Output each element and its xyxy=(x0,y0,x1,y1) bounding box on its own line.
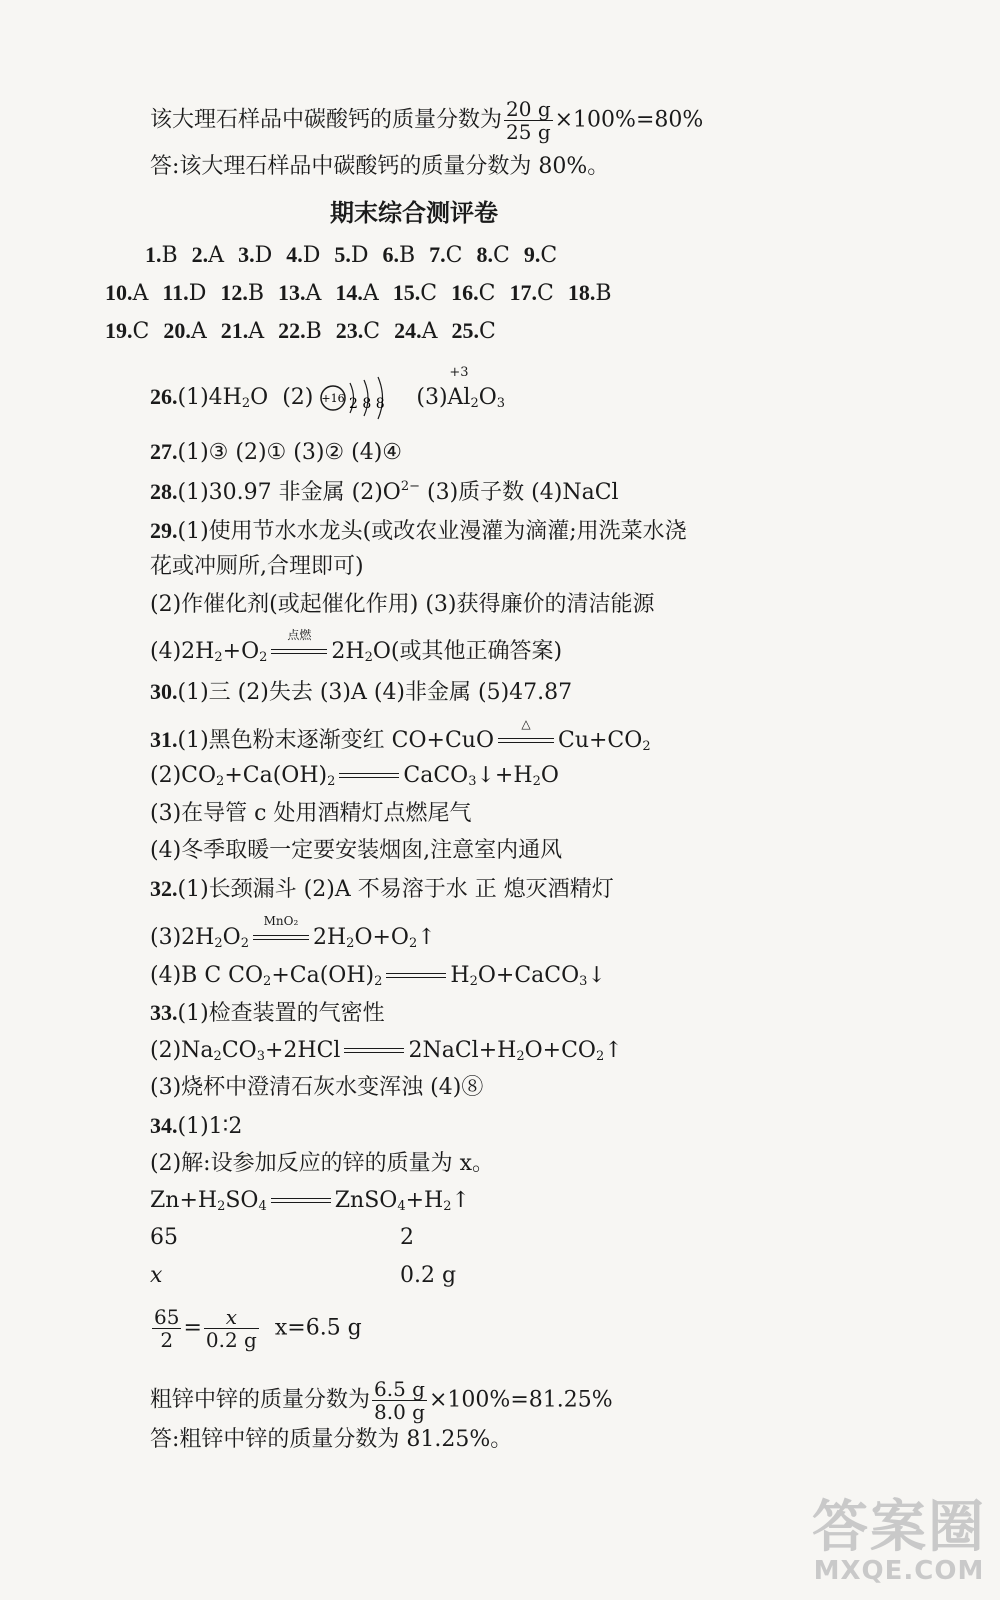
reaction-condition: △ xyxy=(496,730,556,752)
choice-answer: 9.C xyxy=(523,242,558,268)
intro-line-2: 答:该大理石样品中碳酸钙的质量分数为 80%。 xyxy=(150,154,610,179)
choice-answer: 11.D xyxy=(162,280,207,306)
intro-text: 该大理石样品中碳酸钙的质量分数为 xyxy=(150,107,503,133)
question-34-line-1: 34.(1)1∶2 xyxy=(150,1113,243,1139)
choice-answer: 2.A xyxy=(191,242,225,268)
question-31-line-3: (3)在导管 c 处用酒精灯点燃尾气 xyxy=(150,801,472,826)
question-30: 30.(1)三 (2)失去 (3)A (4)非金属 (5)47.87 xyxy=(150,679,573,705)
ratio-row-1-right: 2 xyxy=(400,1225,414,1250)
choice-row-1 xyxy=(145,240,571,271)
choice-answer: 21.A xyxy=(220,318,265,344)
choice-answer: 17.C xyxy=(509,280,554,306)
choice-answer: 7.C xyxy=(429,242,463,268)
choice-answer: 24.A xyxy=(394,318,438,344)
choice-answer: 10.A xyxy=(105,280,149,306)
choice-answer: 16.C xyxy=(451,280,496,306)
question-33-line-2: $(2)Na_2CO_3+2HCl$ $2NaCl+H_2O+CO_2↑$ xyxy=(150,1038,623,1064)
fraction: $\frac{20 g}{25 g}$ xyxy=(506,97,551,144)
choice-answer: 20.A xyxy=(163,318,207,344)
question-29-line-1: 29.(1)使用节水水龙头(或改农业漫灌为滴灌;用洗菜水浇 xyxy=(150,518,687,544)
nucleus-label: +16 xyxy=(321,392,345,405)
question-32-line-3: (4)B C $CO_2+Ca(OH)_2$ $H_2O+CaCO_3↓$ xyxy=(150,963,606,989)
intro-line-1: 该大理石样品中碳酸钙的质量分数为 $\frac{20 g}{25 g}$ ×100%=80% xyxy=(150,97,704,144)
choice-answer: 5.D xyxy=(334,242,369,268)
reaction-condition: MnO₂ xyxy=(251,927,311,949)
choice-answer: 22.B xyxy=(278,318,322,344)
choice-answer: 8.C xyxy=(476,242,510,268)
choice-answer: 14.A xyxy=(335,280,379,306)
choice-answer: 1.B xyxy=(145,242,178,268)
shell-label: 2 8 8 xyxy=(349,396,385,412)
question-32-line-1: 32.(1)长颈漏斗 (2)A 不易溶于水 正 熄灭酒精灯 xyxy=(150,876,614,902)
section-title: 期末综合测评卷 xyxy=(330,199,498,227)
question-26: $26.(1)4H_2O$ (2) +16 2 8 8 (3) +3 $Al_2O_3$ xyxy=(150,375,505,421)
watermark-logo: 答案圈 MXQE.COM xyxy=(812,1495,986,1586)
ratio-row-1-left: 65 xyxy=(150,1225,178,1250)
final-answer: 答:粗锌中锌的质量分数为 81.25%。 xyxy=(150,1427,513,1452)
question-27: 27.(1)③ (2)① (3)② (4)④ xyxy=(150,439,403,465)
proportion: $\frac{65}{2}$ = $\frac{x}{0.2 g}$ x=6.5 g xyxy=(154,1305,362,1352)
choice-answer: 25.C xyxy=(451,318,496,344)
question-29-line-4: $(4)2H_2+O_2$ 点燃 $2H_2O$(或其他正确答案) xyxy=(150,628,563,665)
question-29-line-2: 花或冲厕所,合理即可) xyxy=(150,554,364,579)
choice-answer: 4.D xyxy=(286,242,321,268)
atom-structure-diagram xyxy=(317,375,405,421)
choice-answer: 12.B xyxy=(220,280,264,306)
choice-answer: 3.D xyxy=(238,242,273,268)
choice-row-2 xyxy=(105,278,625,309)
mass-fraction: 粗锌中锌的质量分数为 $\frac{6.5 g}{8.0 g}$ ×100%=81.25% xyxy=(150,1377,613,1424)
ratio-row-2-left: x xyxy=(150,1263,163,1288)
choice-answer: 6.B xyxy=(382,242,416,268)
reaction-condition: 点燃 xyxy=(269,641,329,663)
choice-answer: 18.B xyxy=(567,280,612,306)
question-28: 28.(1)30.97 非金属 $(2)O^{2-}$ (3)质子数 (4)NaCl xyxy=(150,479,619,505)
question-34-line-2: (2)解:设参加反应的锌的质量为 x。 xyxy=(150,1151,494,1176)
choice-answer: 13.A xyxy=(278,280,322,306)
question-32-line-2: $(3)2H_2O_2$ MnO₂ $2H_2O+O_2↑$ xyxy=(150,914,436,951)
question-29-line-3: (2)作催化剂(或起催化作用) (3)获得廉价的清洁能源 xyxy=(150,592,655,617)
choice-row-3 xyxy=(105,316,510,347)
question-33-line-3: (3)烧杯中澄清石灰水变浑浊 (4)⑧ xyxy=(150,1075,484,1100)
question-31-line-4: (4)冬季取暖一定要安装烟囱,注意室内通风 xyxy=(150,838,563,863)
choice-answer: 15.C xyxy=(392,280,438,306)
question-31-line-1: 31.(1)黑色粉末逐渐变红 CO+CuO △ $Cu+CO_2$ xyxy=(150,717,651,754)
choice-answer: 23.C xyxy=(335,318,381,344)
ratio-row-2-right: 0.2 g xyxy=(400,1263,457,1288)
question-31-line-2: $(2)CO_2+Ca(OH)_2$ $CaCO_3↓+H_2O$ xyxy=(150,763,559,789)
question-33-line-1: 33.(1)检查装置的气密性 xyxy=(150,1000,385,1026)
choice-answer: 19.C xyxy=(105,318,150,344)
question-34-equation: $Zn+H_2SO_4$ $ZnSO_4+H_2↑$ xyxy=(150,1188,470,1214)
